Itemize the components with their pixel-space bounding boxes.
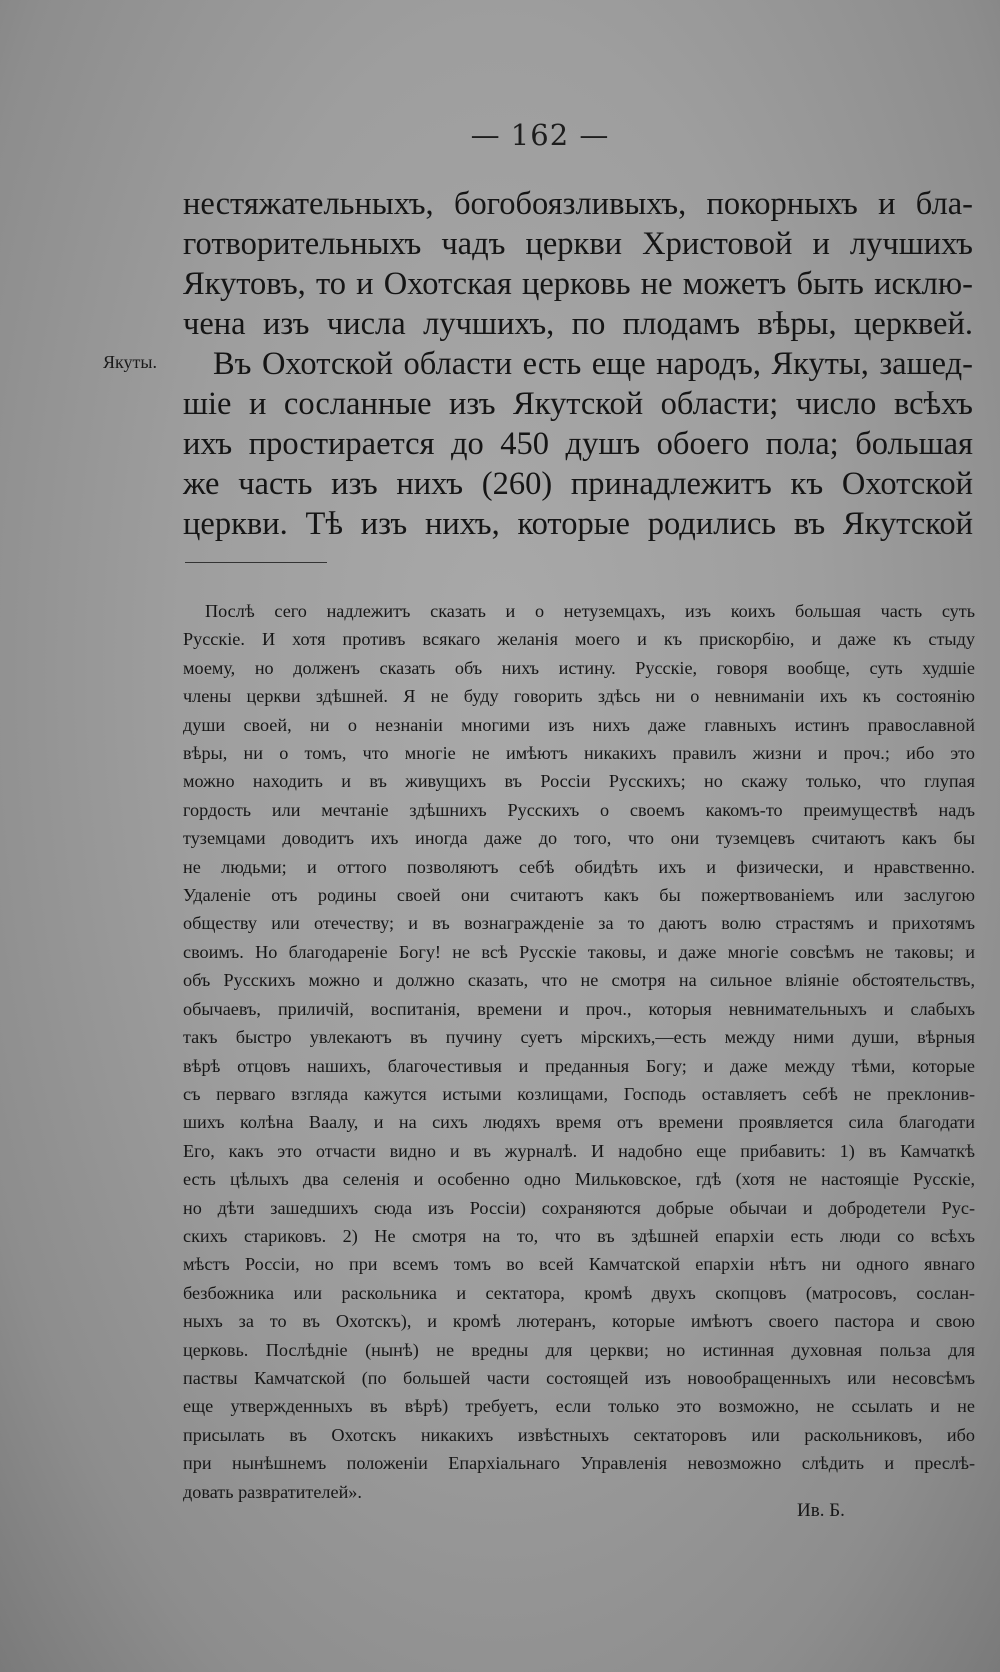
footnote-line: паствы Камчатской (по большей части состоящей изъ новообращенныхъ или несовсѣмъ	[183, 1367, 975, 1388]
footnote-line: при нынѣшнемъ положеніи Епархіальнаго Управленія невозможно слѣдить и преслѣ-	[183, 1453, 975, 1474]
main-line: нестяжательныхъ, богобоязливыхъ, покорныхъ и бла-	[183, 186, 973, 222]
footnote-line: скихъ стариковъ. 2) Не смотря на то, что въ здѣшней епархіи есть люди со всѣхъ	[183, 1225, 975, 1246]
footnote	[183, 597, 975, 1506]
footnote-line: еще утвержденныхъ въ вѣрѣ) требуетъ, если только это возможно, не ссылать и не	[183, 1396, 975, 1417]
footnote-line: можно находить и въ живущихъ въ Россіи Русскихъ; но скажу только, что глупая	[183, 771, 975, 792]
footnote-line: обществу или отечеству; и въ вознагражденіе за то даютъ волю страстямъ и прихотямъ	[183, 913, 975, 934]
footnote-line: шихъ колѣна Ваалу, и на сихъ людяхъ время отъ времени проявляется сила благодати	[183, 1112, 975, 1133]
footnote-line: мѣстъ Россіи, но при всемъ томъ во всей Камчатской епархіи нѣтъ ни одного явнаго	[183, 1254, 975, 1275]
footnote-line: есть цѣлыхъ два селенія и особенно одно Мильковское, гдѣ (хотя не настоящіе Русскіе,	[183, 1169, 975, 1190]
footnote-line: ныхъ за то въ Охотскъ), и кромѣ лютеранъ, которые имѣютъ своего пастора и свою	[183, 1311, 975, 1332]
footnote-line: не людьми; и оттого позволяютъ себѣ обидѣть ихъ и физически, и нравственно.	[183, 856, 975, 877]
main-line: шіе и сосланные изъ Якутской области; число всѣхъ	[183, 386, 973, 422]
footnote-line: Послѣ сего надлежитъ сказать и о нетуземцахъ, изъ коихъ большая часть суть	[205, 601, 975, 621]
footnote-line: съ перваго взгляда кажутся истыми козлищами, Господь оставляетъ себѣ не преклонив-	[183, 1083, 975, 1104]
main-line: Якутовъ, то и Охотская церковь не можетъ быть исклю-	[183, 266, 973, 302]
footnote-rule	[185, 562, 327, 563]
footnote-line: Его, какъ это отчасти видно и въ журналѣ. И надобно еще прибавить: 1) въ Камчаткѣ	[183, 1140, 975, 1161]
main-line: ихъ простирается до 450 душъ обоего пола; большая	[183, 426, 973, 462]
signature: Ив. Б.	[797, 1500, 845, 1521]
footnote-line: обычаевъ, приличій, воспитанія, времени и проч., которыя невнимательныхъ и слабыхъ	[183, 998, 975, 1019]
margin-note: Якуты.	[103, 352, 157, 372]
main-line: Въ Охотской области есть еще народъ, Якуты, зашед-	[213, 346, 973, 382]
footnote-line: вѣрѣ отцовъ нашихъ, благочестивыя и преданныя Богу; и даже между тѣми, которые	[183, 1055, 975, 1076]
page-number: — 162 —	[470, 118, 610, 152]
main-line: готворительныхъ чадъ церкви Христовой и лучшихъ	[183, 226, 973, 262]
footnote-line: Русскіе. И хотя противъ всякаго желанія моего и къ прискорбію, и даже къ стыду	[183, 629, 975, 650]
footnote-line: присылать въ Охотскъ никакихъ извѣстныхъ сектаторовъ или раскольниковъ, ибо	[183, 1424, 975, 1445]
footnote-line: объ Русскихъ можно и должно сказать, что не смотря на сильное вліяніе обстоятельствъ,	[183, 970, 975, 991]
main-line: церкви. Тѣ изъ нихъ, которые родились въ Якутской	[183, 506, 973, 542]
footnote-line: члены церкви здѣшней. Я не буду говорить здѣсь ни о невниманіи ихъ къ состоянію	[183, 686, 975, 707]
footnote-line: моему, но долженъ сказать объ нихъ истину. Русскіе, говоря вообще, суть худшіе	[183, 657, 975, 678]
footnote-line: безбожника или раскольника и сектатора, кромѣ двухъ скопцовъ (матросовъ, сослан-	[183, 1282, 975, 1303]
footnote-line: туземцами доводитъ ихъ иногда даже до того, что они туземцевъ считаютъ какъ бы	[183, 828, 975, 849]
footnote-line: такъ быстро увлекаютъ въ пучину суетъ мірскихъ,—есть между ними души, вѣрныя	[183, 1027, 975, 1048]
main-line: же часть изъ нихъ (260) принадлежитъ къ Охотской	[183, 466, 973, 502]
footnote-line: вѣры, ни о томъ, что многіе не имѣютъ никакихъ правилъ жизни и проч.; ибо это	[183, 743, 975, 764]
footnote-line: гордость или мечтаніе здѣшнихъ Русскихъ о своемъ какомъ-то преимуществѣ надъ	[183, 799, 975, 820]
main-text	[183, 184, 973, 544]
footnote-line: Удаленіе отъ родины своей они считаютъ какъ бы пожертвованіемъ или заслугою	[183, 885, 975, 906]
footnote-line: души своей, ни о незнаніи многими изъ нихъ даже главныхъ истинъ православной	[183, 714, 975, 735]
footnote-line: но дѣти зашедшихъ сюда изъ Россіи) сохраняются добрые обычаи и добродетели Рус-	[183, 1197, 975, 1218]
footnote-line: своимъ. Но благодареніе Богу! не всѣ Русскіе таковы, и даже многіе совсѣмъ не таковы; и	[183, 941, 975, 962]
main-line: чена изъ числа лучшихъ, по плодамъ вѣры, церквей.	[183, 306, 973, 342]
footnote-line: церковь. Послѣдніе (нынѣ) не вредны для церкви; но истинная духовная польза для	[183, 1339, 975, 1360]
footnote-line: довать развратителей».	[183, 1481, 362, 1502]
